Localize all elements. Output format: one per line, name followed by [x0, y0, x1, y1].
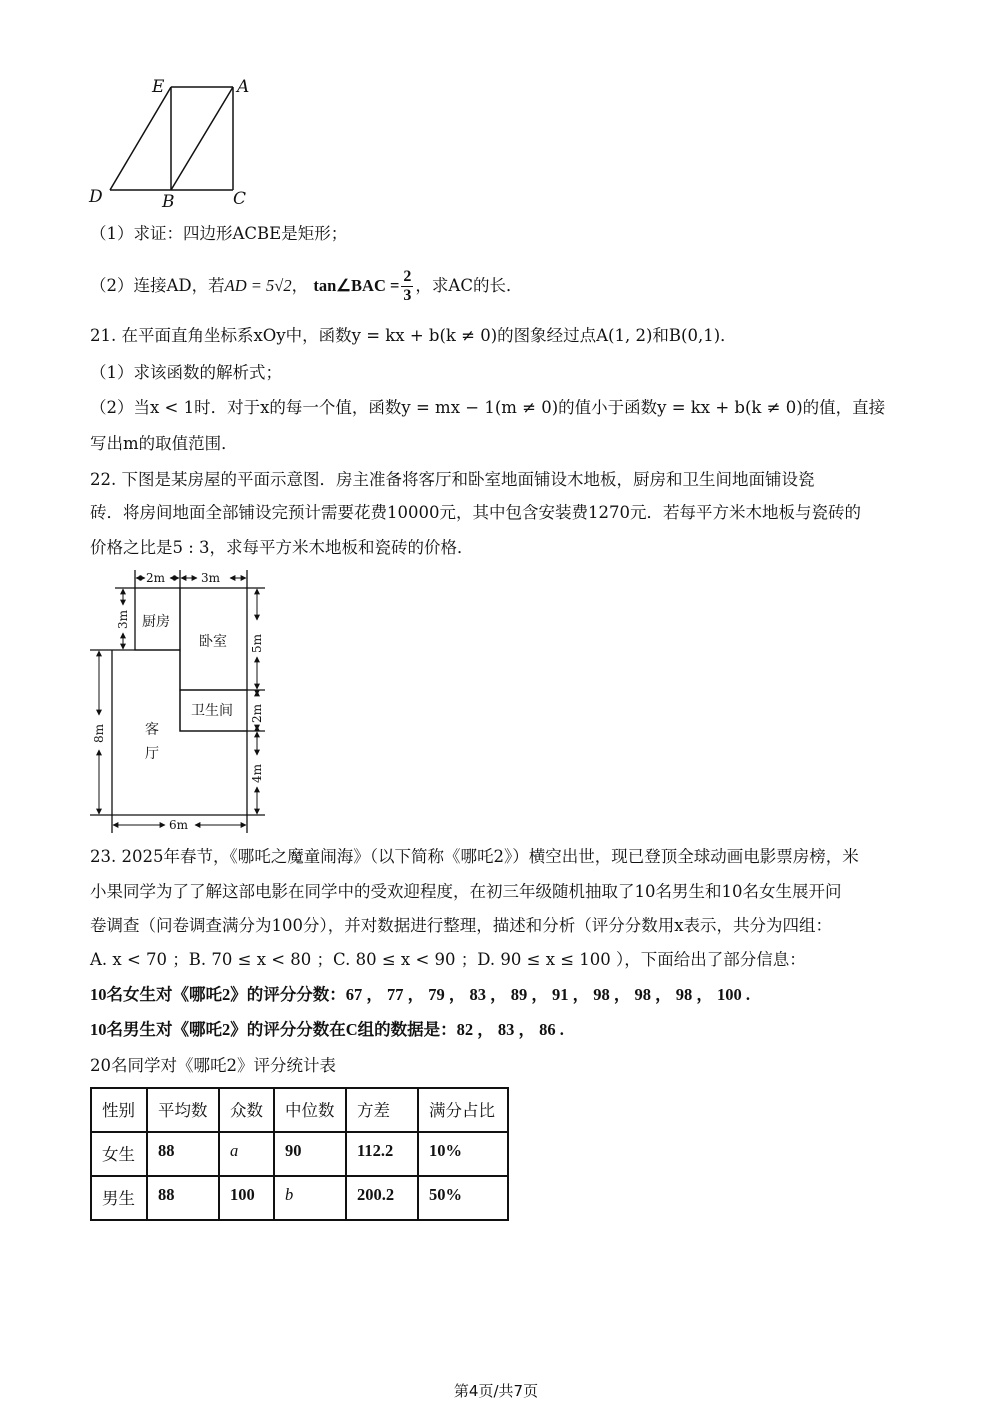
stats-table — [90, 1087, 509, 1221]
table-cell: 100 — [219, 1176, 274, 1220]
label-d: D — [89, 187, 103, 207]
table-header-cell: 性别 — [91, 1088, 147, 1132]
q20-part2 — [90, 268, 522, 305]
q20-part2-b: ，求AC的长． — [415, 276, 523, 295]
table-header-cell: 平均数 — [147, 1088, 219, 1132]
q23-line3: 卷调查（问卷调查满分为100分），并对数据进行整理，描述和分析（评分分数用x表示，共分为四组： — [90, 916, 833, 935]
table-cell: 女生 — [91, 1132, 147, 1176]
dim-left-top: 3m — [116, 609, 130, 629]
table-cell: a — [219, 1132, 274, 1176]
room-bedroom: 卧室 — [199, 634, 227, 650]
q21-line1: 21. 在平面直角坐标系xOy中，函数y = kx + b(k ≠ 0)的图象经过点A(1, 2)和B(0,1)． — [90, 326, 737, 345]
table-cell: 50% — [418, 1176, 508, 1220]
q21-line3: （2）当x < 1时．对于x的每一个值，函数y = mx − 1(m ≠ 0)的值小于函数y = kx + b(k ≠ 0)的值，直接 — [90, 398, 886, 417]
table-cell: 10% — [418, 1132, 508, 1176]
ad-value: AD = 5√2 — [224, 276, 292, 295]
table-header-cell: 众数 — [219, 1088, 274, 1132]
q21-line2: （1）求该函数的解析式； — [90, 363, 282, 382]
table-cell: 112.2 — [346, 1132, 418, 1176]
label-e: E — [152, 77, 165, 97]
geometry-figure — [85, 75, 265, 210]
table-row — [91, 1132, 508, 1176]
label-c: C — [233, 189, 247, 209]
table-header-row — [91, 1088, 508, 1132]
table-cell: 男生 — [91, 1176, 147, 1220]
q23-line4: A. x < 70 ；B. 70 ≤ x < 80 ；C. 80 ≤ x < 90 ；D. 90 ≤ x ≤ 100 ），下面给出了部分信息： — [90, 950, 806, 969]
q22-line2: 砖．将房间地面全部铺设完预计需要花费10000元，其中包含安装费1270元．若每平方米木地板与瓷砖的 — [90, 503, 861, 522]
dim-top-left: 2m — [146, 571, 166, 585]
table-header-cell: 方差 — [346, 1088, 418, 1132]
q22-line3: 价格之比是5 : 3，求每平方米木地板和瓷砖的价格． — [90, 538, 474, 557]
dim-top-right: 3m — [201, 571, 221, 585]
table-cell: b — [274, 1176, 346, 1220]
dim-right-top: 5m — [250, 633, 264, 653]
dim-right-mid: 2m — [250, 703, 264, 723]
page-footer: 第4页/共7页 — [453, 1382, 539, 1400]
label-a: A — [237, 77, 250, 97]
room-living-2: 厅 — [145, 746, 159, 762]
dim-left-main: 8m — [92, 723, 106, 743]
tan-den: 3 — [403, 287, 412, 304]
dim-bottom: 6m — [169, 818, 189, 832]
q21-line4: 写出m的取值范围． — [90, 434, 238, 453]
table-cell: 90 — [274, 1132, 346, 1176]
q20-part2-a: （2）连接AD，若 — [90, 276, 225, 295]
dim-right-bottom: 4m — [250, 763, 264, 783]
q20-sep: ， — [291, 276, 309, 295]
room-kitchen: 厨房 — [142, 614, 170, 630]
q20-part1: （1）求证：四边形ACBE是矩形； — [90, 224, 348, 243]
label-b: B — [162, 192, 175, 210]
q23-line5: 10名女生对《哪吒2》的评分分数：67 ， 77 ， 79 ， 83 ， 89 ， 91 ， 98 ， 98 ， 98 ， 100 . — [90, 985, 750, 1004]
q23-line1: 23. 2025年春节，《哪吒之魔童闹海》（以下简称《哪吒2》）横空出世，现已登顶全球动画电影票房榜，米 — [90, 847, 859, 866]
room-living-1: 客 — [145, 722, 159, 738]
table-cell: 88 — [147, 1132, 219, 1176]
q23-line6: 10名男生对《哪吒2》的评分分数在C组的数据是：82 ， 83 ， 86 . — [90, 1020, 564, 1039]
table-row — [91, 1176, 508, 1220]
q22-line1: 22. 下图是某房屋的平面示意图．房主准备将客厅和卧室地面铺设木地板，厨房和卫生间地面铺设瓷 — [90, 470, 815, 489]
table-header-cell: 满分占比 — [418, 1088, 508, 1132]
floor-plan — [85, 565, 275, 840]
tan-fraction — [401, 268, 413, 305]
table-cell: 200.2 — [346, 1176, 418, 1220]
room-bathroom: 卫生间 — [191, 703, 233, 719]
tan-label: tan∠BAC = — [313, 276, 400, 295]
tan-num: 2 — [403, 268, 412, 285]
q23-line2: 小果同学为了了解这部电影在同学中的受欢迎程度，在初三年级随机抽取了10名男生和10名女生展开问 — [90, 882, 842, 901]
table-title: 20名同学对《哪吒2》评分统计表 — [90, 1056, 336, 1075]
table-header-cell: 中位数 — [274, 1088, 346, 1132]
table-cell: 88 — [147, 1176, 219, 1220]
